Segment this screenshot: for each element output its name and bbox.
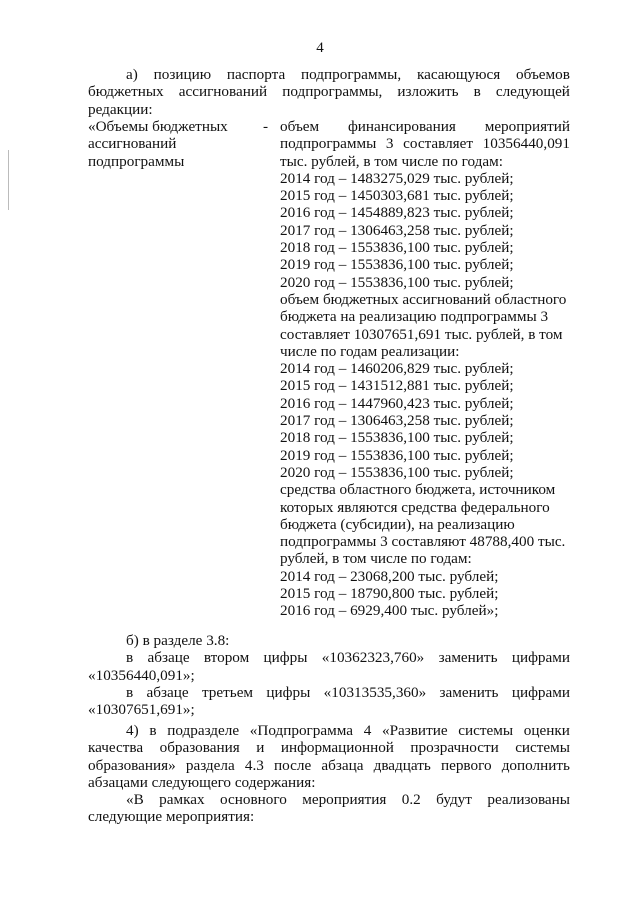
word: паспорта bbox=[226, 66, 286, 83]
word: 10356440,091 bbox=[482, 135, 570, 153]
word: прозрачности bbox=[410, 739, 499, 757]
word: подпрограммы bbox=[280, 135, 377, 153]
text-line: 2014 год – 1460206,829 тыс. рублей; bbox=[280, 360, 514, 378]
text-line: «Объемы бюджетных bbox=[88, 118, 228, 135]
word: в bbox=[126, 649, 134, 667]
word: образования bbox=[159, 739, 240, 757]
word: подпрограммы, bbox=[282, 83, 383, 101]
word: бюджетных bbox=[88, 83, 164, 101]
word: цифры bbox=[263, 649, 308, 667]
text-line: 2014 год – 23068,200 тыс. рублей; bbox=[280, 567, 499, 585]
word: финансирования bbox=[347, 118, 456, 135]
page-number: 4 bbox=[316, 40, 324, 56]
word: втором bbox=[203, 649, 250, 667]
intro-line-2 bbox=[88, 83, 570, 100]
text-line: 2015 год – 1431512,881 тыс. рублей; bbox=[280, 377, 514, 395]
word: объемов bbox=[516, 66, 570, 83]
word: подразделе bbox=[167, 722, 240, 739]
text-line: бюджета на реализацию подпрограммы 3 bbox=[280, 308, 549, 326]
word: изложить bbox=[397, 83, 459, 101]
word: 3 bbox=[385, 135, 394, 153]
word: реализованы bbox=[487, 791, 570, 809]
text-line: объем бюджетных ассигнований областного bbox=[280, 290, 567, 308]
word: объем bbox=[280, 118, 320, 135]
word: «10313535,360» bbox=[323, 683, 427, 701]
section-b-heading: б) в разделе 3.8: bbox=[126, 632, 230, 649]
intro-paragraph bbox=[88, 66, 570, 118]
word: «В bbox=[126, 791, 144, 809]
word: в bbox=[126, 683, 134, 701]
section-4-line-1 bbox=[88, 722, 570, 739]
text-line: 2017 год – 1306463,258 тыс. рублей; bbox=[280, 412, 514, 430]
word: системы bbox=[515, 739, 570, 757]
text-line: 2016 год – 1454889,823 тыс. рублей; bbox=[280, 204, 514, 222]
scan-margin-mark bbox=[8, 150, 9, 210]
text-line: составляет 10307651,691 тыс. рублей, в том bbox=[280, 325, 563, 343]
word: рамках bbox=[159, 791, 205, 809]
word: образования» bbox=[88, 756, 176, 774]
word: 4) bbox=[126, 722, 139, 739]
word: 4 bbox=[363, 722, 372, 739]
word: оценки bbox=[523, 722, 570, 739]
section-b-p2-line bbox=[88, 684, 570, 701]
word: заменить bbox=[438, 649, 498, 667]
section-4-line-4: абзацами следующего содержания: bbox=[88, 773, 316, 791]
text-line: 2017 год – 1306463,258 тыс. рублей; bbox=[280, 221, 514, 239]
section-4 bbox=[88, 722, 570, 826]
text-line: числе по годам реализации: bbox=[280, 342, 460, 360]
text-line: 2018 год – 1553836,100 тыс. рублей; bbox=[280, 429, 514, 447]
section-b-p1-cont: «10356440,091»; bbox=[88, 666, 195, 684]
text-line: 2019 год – 1553836,100 тыс. рублей; bbox=[280, 256, 514, 274]
word: абзаце bbox=[146, 683, 189, 701]
word: системы bbox=[458, 722, 514, 739]
word: информационной bbox=[280, 739, 394, 757]
word: заменить bbox=[439, 683, 499, 701]
word: после bbox=[274, 756, 312, 774]
section-b-p2-cont: «10307651,691»; bbox=[88, 701, 195, 719]
text-line: ассигнований bbox=[88, 135, 177, 153]
word: составляет bbox=[403, 135, 474, 153]
section-4-line-2 bbox=[88, 739, 570, 756]
word: и bbox=[256, 739, 265, 757]
text-line: 2019 год – 1553836,100 тыс. рублей; bbox=[280, 446, 514, 464]
word: дополнить bbox=[501, 756, 570, 774]
word: первого bbox=[440, 756, 492, 774]
word: «10362323,760» bbox=[321, 649, 425, 667]
text-line: тыс. рублей, в том числе по годам: bbox=[280, 152, 503, 170]
passport-dash: - bbox=[263, 118, 269, 135]
word: цифрами bbox=[511, 683, 570, 701]
passport-value-lines bbox=[280, 153, 570, 620]
word: абзаца bbox=[321, 756, 364, 774]
passport-value-line-1 bbox=[280, 118, 570, 135]
text-line: 2016 год – 1447960,423 тыс. рублей; bbox=[280, 394, 514, 412]
text-line: 2016 год – 6929,400 тыс. рублей»; bbox=[280, 602, 499, 620]
word: касающуюся bbox=[416, 66, 501, 83]
passport-value-line-2 bbox=[280, 135, 570, 152]
word: раздела bbox=[185, 756, 235, 774]
word: 4.3 bbox=[244, 756, 264, 774]
word: подпрограммы, bbox=[301, 66, 402, 83]
section-4-line-5 bbox=[88, 791, 570, 808]
passport-label bbox=[88, 118, 268, 170]
text-line: 2018 год – 1553836,100 тыс. рублей; bbox=[280, 239, 514, 257]
section-b-p1-line bbox=[88, 649, 570, 666]
word: ассигнований bbox=[178, 83, 268, 101]
word: мероприятий bbox=[484, 118, 570, 135]
text-line: 2020 год – 1553836,100 тыс. рублей; bbox=[280, 273, 514, 291]
word: в bbox=[149, 722, 157, 739]
word: абзаце bbox=[147, 649, 190, 667]
intro-line-3: редакции: bbox=[88, 100, 153, 118]
text-line: бюджета (субсидии), на реализацию bbox=[280, 515, 515, 533]
section-b bbox=[88, 632, 570, 718]
word: позицию bbox=[153, 66, 212, 83]
text-line: рублей, в том числе по годам: bbox=[280, 550, 472, 568]
text-line: подпрограммы 3 составляют 48788,400 тыс. bbox=[280, 533, 566, 551]
word: двадцать bbox=[373, 756, 431, 774]
word: мероприятия bbox=[302, 791, 387, 809]
section-4-line-3 bbox=[88, 757, 570, 774]
text-line: 2015 год – 18790,800 тыс. рублей; bbox=[280, 585, 499, 603]
word: «Развитие bbox=[381, 722, 448, 739]
text-line: 2020 год – 1553836,100 тыс. рублей; bbox=[280, 463, 514, 481]
passport-value bbox=[280, 118, 570, 620]
word: будут bbox=[436, 791, 472, 809]
word: основного bbox=[220, 791, 287, 809]
word: следующей bbox=[495, 83, 570, 101]
word: 0.2 bbox=[401, 791, 421, 809]
word: «Подпрограмма bbox=[249, 722, 353, 739]
word: третьем bbox=[201, 683, 254, 701]
word: а) bbox=[126, 66, 138, 83]
text-line: средства областного бюджета, источником bbox=[280, 481, 556, 499]
word: качества bbox=[88, 739, 144, 757]
word: цифрами bbox=[511, 649, 570, 667]
text-line: подпрограммы bbox=[88, 152, 185, 170]
text-line: которых являются средства федерального bbox=[280, 498, 550, 516]
text-line: 2014 год – 1483275,029 тыс. рублей; bbox=[280, 169, 514, 187]
word: цифры bbox=[266, 683, 311, 701]
section-4-line-6: следующие мероприятия: bbox=[88, 808, 255, 826]
text-line: 2015 год – 1450303,681 тыс. рублей; bbox=[280, 187, 514, 205]
intro-line-1 bbox=[88, 66, 570, 83]
word: в bbox=[473, 83, 481, 101]
